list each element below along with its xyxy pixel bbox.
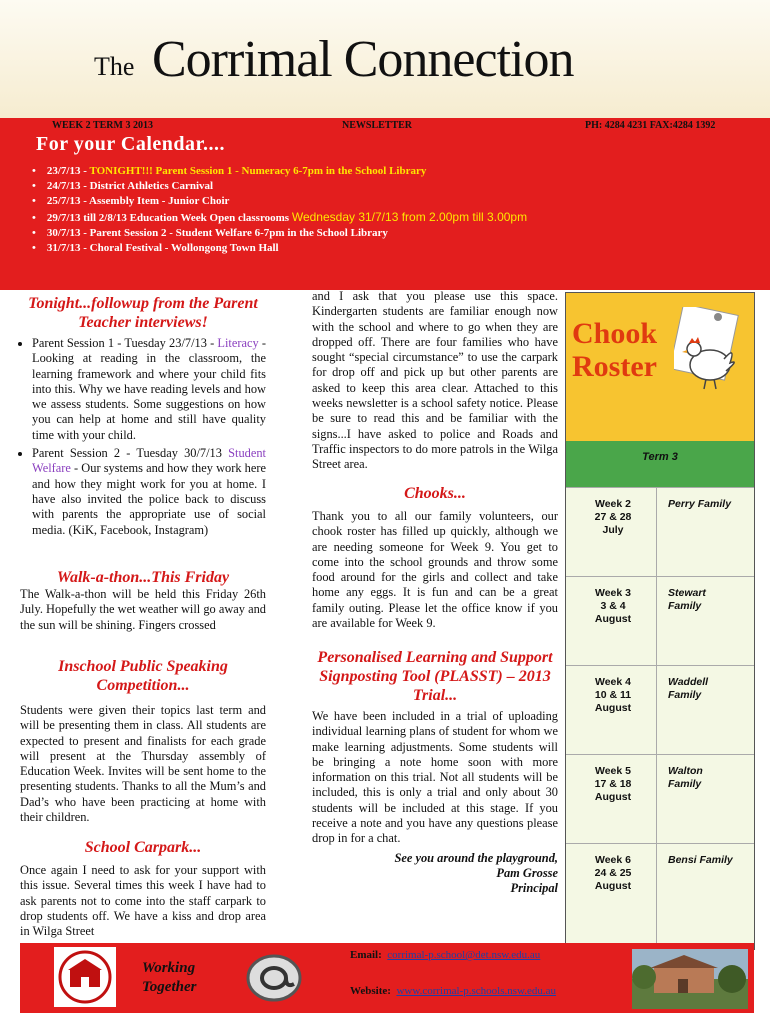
week-term-label: WEEK 2 TERM 3 2013 [52, 120, 153, 131]
calendar-item: • 24/7/13 - District Athletics Carnival [32, 179, 527, 194]
plasst-heading: Personalised Learning and Support Signposting Tool (PLASST) – 2013 Trial... [317, 649, 553, 704]
roster-family: Waddell Family [668, 676, 709, 701]
speaking-section [20, 657, 266, 825]
roster-term: Term 3 [566, 441, 754, 487]
working-together-slogan: Working Together [142, 960, 197, 995]
parent-session-list [20, 336, 266, 538]
carpark-heading: School Carpark... [84, 839, 202, 856]
calendar-item: • 25/7/13 - Assembly Item - Junior Choir [32, 194, 527, 209]
calendar-heading: For your Calendar.... [36, 133, 226, 155]
interviews-section [20, 294, 266, 541]
roster-family: Perry Family [668, 498, 732, 510]
newsletter-title: Corrimal Connection [152, 31, 574, 88]
speaking-text: Students were given their topics last term and will be presenting them in class. All students are expected to present and finalists for each grade will present at the Thursday assembly of Education Week. Invites will be sent home to the presenting students. Thanks to all the Mum’s and Dad’s who have been practicing at home with their children. [20, 703, 266, 825]
signoff-line: See you around the playground, [394, 850, 558, 865]
website-label: Website: [350, 985, 391, 997]
carpark-continued [312, 289, 558, 473]
calendar-list [32, 164, 527, 256]
chooks-heading: Chooks... [404, 485, 466, 502]
plasst-section [312, 648, 558, 897]
email-link[interactable]: corrimal-p.school@det.nsw.edu.au [387, 949, 541, 961]
calendar-item: • 31/7/13 - Choral Festival - Wollongong Town Hall [32, 241, 527, 256]
school-building-photo [632, 949, 748, 1009]
carpark-text: Once again I need to ask for your support with this issue. Several times this week I have had to ask parents not to come into the staff carpark to drop students off. We have a kiss and drop area in Wilga Street [20, 863, 266, 939]
chooks-text: Thank you to all our family volunteers, our chook roster has filled up quickly, although we are needing someone for Week 9. You get to come into the school grounds and throw some food around for the girls and collect and take home any eggs. It is fun and can be a great family outing. Please let the office know if you are available for Week 9. [312, 509, 558, 631]
calendar-item: • 23/7/13 - TONIGHT!!! Parent Session 1 - Numeracy 6-7pm in the School Library [32, 164, 527, 179]
roster-week: Week 5 17 & 18 August [594, 765, 632, 803]
roster-week: Week 4 10 & 11 August [594, 676, 632, 714]
roster-family: Stewart Family [668, 587, 706, 612]
calendar-item: • 30/7/13 - Parent Session 2 - Student Welfare 6-7pm in the School Library [32, 226, 527, 241]
walkathon-text: The Walk-a-thon will be held this Friday 26th July. Hopefully the wet weather will go away and the sun will be shining. Fingers crossed [20, 587, 266, 632]
interviews-heading: Tonight...followup from the Parent Teacher interviews! [28, 295, 258, 331]
carpark-continued-text: and I ask that you please use this space. Kindergarten students are familiar enough now with the school and where to go when they are dropped off. There are four families who have sought “special circumstance” to use the carpark for drop off and pick up but other parents are asked to keep this area clear. Attached to this weeks newsletter is a school safety notice. Please be sure to read this and be familiar with the signs...I have asked to police and Roads and Traffic inspectors to do more patrols in the Wilga Street area. [312, 289, 558, 472]
roster-family: Walton Family [668, 765, 703, 790]
walkathon-heading: Walk-a-thon...This Friday [56, 569, 230, 586]
masthead [0, 0, 770, 118]
email-line [350, 949, 540, 961]
plasst-text: We have been included in a trial of uploading individual learning plans of student for whom we make learning adjustments. Some students will be bringing a note home soon with more information on this trial. Not all students will be included, this is only a trial and only about 30 students will be included at this stage. If you receive a note and you have any questions please drop in for a chat. [312, 709, 558, 846]
chook-roster [565, 292, 755, 950]
roster-row [566, 754, 754, 841]
email-label: Email: [350, 949, 382, 961]
website-link[interactable]: www.corrimal-p.schools.nsw.edu.au [396, 985, 557, 997]
chook-illustration [674, 307, 746, 397]
chooks-section [312, 484, 558, 631]
roster-header [566, 293, 754, 441]
speaking-heading: Inschool Public Speaking Competition... [58, 658, 228, 694]
newsletter-label: NEWSLETTER [342, 120, 413, 131]
roster-row [566, 487, 754, 574]
walkathon-section [20, 568, 266, 633]
roster-week: Week 2 27 & 28 July [594, 498, 632, 536]
calendar-item: • 29/7/13 till 2/8/13 Education Week Open classrooms Wednesday 31/7/13 from 2.00pm till 3.00pm [32, 210, 527, 226]
roster-week: Week 6 24 & 25 August [594, 854, 632, 892]
list-item: • Parent Session 2 - Tuesday 30/7/13 Student Welfare - Our systems and how they work here and how they might work for you at home. I have also invited the police back to discuss with parents the appropriate use of social media. (KiK, Facebook, Instagram) [32, 446, 266, 538]
roster-title: Chook Roster [572, 317, 658, 383]
school-logo [54, 947, 116, 1007]
carpark-section [20, 838, 266, 939]
roster-row [566, 576, 754, 663]
roster-family: Bensi Family [668, 854, 733, 866]
roster-row [566, 843, 754, 930]
footer [20, 943, 754, 1013]
masthead-the: The [94, 52, 135, 81]
website-line [350, 985, 556, 997]
principal-title: Principal [510, 881, 558, 896]
roster-row [566, 665, 754, 752]
roster-week: Week 3 3 & 4 August [594, 587, 632, 625]
principal-name: Pam Grosse [496, 865, 558, 880]
email-at-icon [244, 951, 304, 1005]
list-item: • Parent Session 1 - Tuesday 23/7/13 - Literacy - Looking at reading in the classroom, the learning framework and where your child fits into this. Why we have reading levels and how we assess students. Some suggestions on how you can help at home and still have quality time with your child. [32, 336, 266, 443]
phone-fax-label: PH: 4284 4231 FAX:4284 1392 [585, 120, 716, 131]
